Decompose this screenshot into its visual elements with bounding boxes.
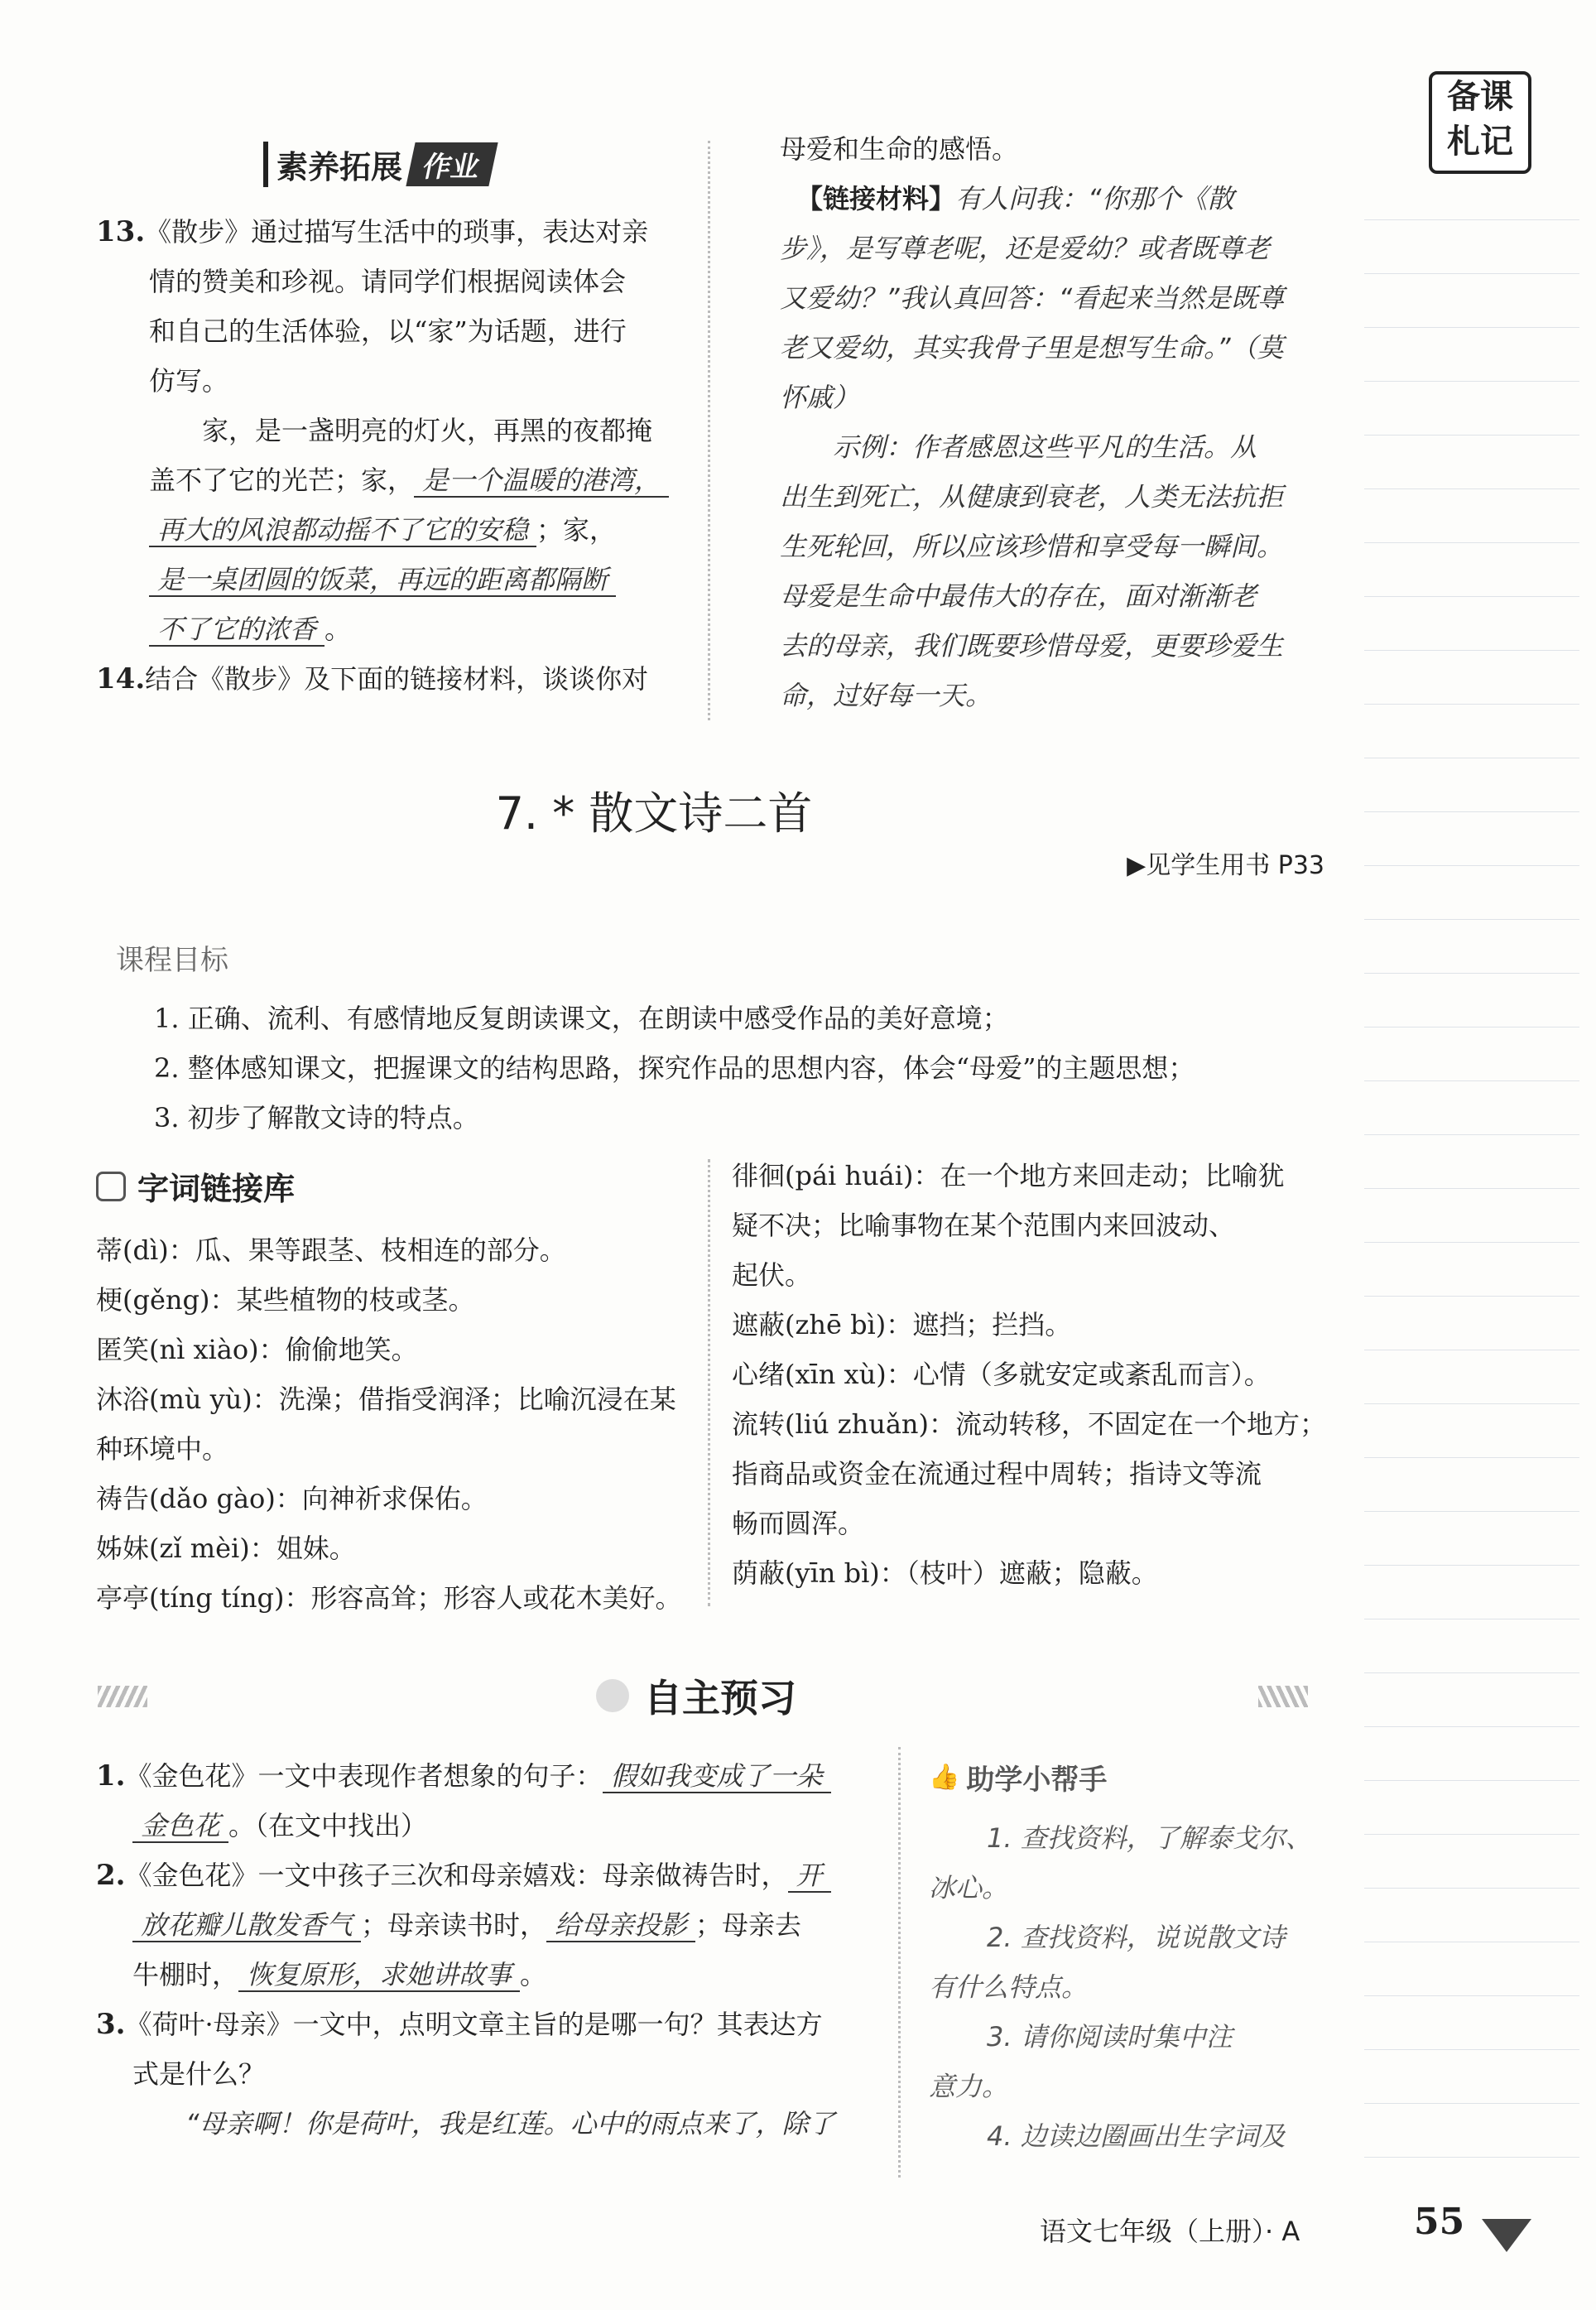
thumbs-up-icon: 👍 [929, 1763, 960, 1792]
pq3-line-1: 《荷叶·母亲》一文中，点明文章主旨的是哪一句？其表达方 [125, 2009, 823, 2040]
vocab-entry: 匿笑(nì xiào)：偷偷地笑。 [96, 1334, 418, 1365]
vocab-entry: 梗(gěng)：某些植物的枝或茎。 [96, 1284, 475, 1316]
example-line-5: 去的母亲，我们既要珍惜母爱，更要珍爱生 [780, 630, 1284, 662]
q13-line-3: 和自己的生活体验，以“家”为话题，进行 [149, 315, 627, 347]
q14-continuation: 母爱和生命的感悟。 [780, 133, 1019, 165]
preview-deco-right [1258, 1686, 1308, 1707]
column-divider-top [708, 141, 710, 720]
corner-decoration [1482, 2219, 1531, 2252]
goals-list [154, 994, 1313, 1143]
helper-line: 4. 边读边圈画出生字词及 [987, 2120, 1286, 2152]
preview-header [596, 1668, 796, 1723]
q13-answer-3: 是一桌团圆的饭菜，再远的距离都隔断 [149, 564, 616, 597]
question-13 [96, 207, 700, 704]
link-material-line-2: 步》，是写尊老呢，还是爱幼？或者既尊老 [780, 233, 1271, 264]
preview-icon [596, 1679, 629, 1712]
helper-title: 助学小帮手 [966, 1764, 1108, 1797]
vocab-header [96, 1163, 295, 1209]
q13-number: 13. [96, 215, 146, 248]
link-material-line-1: 有人问我：“你那个《散 [955, 183, 1234, 214]
vocab-entry: 种环境中。 [96, 1433, 229, 1465]
q13-answer-4: 不了它的浓香 [149, 614, 324, 647]
q13-answer-2: 再大的风浪都动摇不了它的安稳 [149, 514, 536, 547]
book-icon [96, 1172, 126, 1201]
preview-deco-left [98, 1686, 147, 1707]
example-line-1: 示例：作者感恩这些平凡的生活。从 [833, 431, 1257, 463]
q13-line-1: 《散步》通过描写生活中的琐事，表达对亲 [145, 216, 649, 248]
q14-number: 14. [96, 662, 146, 695]
vocab-entry: 指商品或资金在流通过程中周转；指诗文等流 [732, 1458, 1262, 1489]
helper-line: 1. 查找资料，了解泰戈尔、 [987, 1822, 1312, 1854]
vocab-entry: 徘徊(pái huái)：在一个地方来回走动；比喻犹 [732, 1160, 1285, 1191]
pq3-answer: “母亲啊！你是荷叶，我是红莲。心中的雨点来了，除了 [185, 2108, 835, 2139]
helper-line: 有什么特点。 [929, 1971, 1089, 2003]
q13-prompt: 家，是一盏明亮的灯火，再黑的夜都掩 [202, 415, 653, 446]
pq3-line-2: 式是什么？ [132, 2058, 266, 2090]
example-line-2: 出生到死亡，从健康到衰老，人类无法抗拒 [780, 481, 1284, 513]
pq1-answer-1: 假如我变成了一朵 [603, 1760, 831, 1793]
q13-end: 。 [324, 614, 352, 645]
q13-line-2: 情的赞美和珍视。请同学们根据阅读体会 [149, 266, 627, 297]
goal-item-2: 2. 整体感知课文，把握课文的结构思路，探究作品的思想内容，体会“母爱”的主题思想； [154, 1052, 1195, 1084]
margin-note-line2: 札记 [1447, 122, 1513, 161]
extension-header [263, 141, 493, 187]
vocab-entry: 流转(liú zhuǎn)：流动转移，不固定在一个地方； [732, 1408, 1326, 1440]
vocab-right [732, 1151, 1328, 1598]
link-material-line-4: 老又爱幼，其实我骨子里是想写生命。”（莫 [780, 332, 1284, 363]
lesson-title: 7. * 散文诗二首 [495, 787, 813, 840]
pq3-number: 3. [96, 2008, 126, 2041]
pq2-text: 《金色花》一文中孩子三次和母亲嬉戏：母亲做祷告时， [125, 1860, 788, 1891]
vocab-entry: 沐浴(mù yù)：洗澡；借指受润泽；比喻沉浸在某 [96, 1384, 676, 1415]
pq2-answer-1b: 放花瓣儿散发香气 [132, 1909, 361, 1942]
vocab-left [96, 1225, 700, 1623]
pq1-text: 《金色花》一文中表现作者想象的句子： [125, 1760, 603, 1792]
column-divider-vocab [708, 1159, 710, 1606]
q13-answer-1: 是一个温暖的港湾， [414, 464, 669, 498]
vocab-title: 字词链接库 [137, 1171, 296, 1207]
pq2-answer-1: 开 [788, 1860, 831, 1893]
vocab-entry: 畅而圆浑。 [732, 1508, 865, 1539]
example-line-6: 命，过好每一天。 [780, 680, 993, 711]
vocab-entry: 心绪(xīn xù)：心情（多就安定或紊乱而言）。 [732, 1359, 1271, 1390]
q13-prompt-3: ；家， [536, 514, 617, 546]
goals-label: 课程目标 [116, 944, 228, 977]
helper-line: 意力。 [929, 2071, 1009, 2102]
preview-questions [96, 1751, 891, 2149]
vocab-entry: 亭亭(tíng tíng)：形容高耸；形容人或花木美好。 [96, 1582, 682, 1614]
footer-book-title: 语文七年级（上册）· A [1040, 2216, 1300, 2247]
vocab-entry: 疑不决；比喻事物在某个范围内来回波动、 [732, 1210, 1236, 1241]
column-divider-preview [898, 1747, 901, 2178]
vocab-entry: 蒂(dì)：瓜、果等跟茎、枝相连的部分。 [96, 1234, 566, 1266]
margin-note-line1: 备课 [1447, 77, 1513, 116]
pq2-number: 2. [96, 1859, 126, 1892]
helper-header [929, 1757, 1107, 1797]
link-material-line-3: 又爱幼？”我认真回答：“看起来当然是既尊 [780, 282, 1285, 314]
vocab-entry: 起伏。 [732, 1259, 812, 1291]
vocab-entry: 荫蔽(yīn bì)：（枝叶）遮蔽；隐蔽。 [732, 1557, 1158, 1589]
goal-item-1: 1. 正确、流利、有感情地反复朗读课文，在朗读中感受作品的美好意境； [154, 1003, 1009, 1034]
q13-line-4: 仿写。 [149, 365, 229, 397]
q13-prompt-2: 盖不了它的光芒；家， [149, 464, 415, 496]
q14-line: 结合《散步》及下面的链接材料，谈谈你对 [145, 663, 649, 695]
extension-title: 素养拓展 [263, 142, 402, 187]
example-line-4: 母爱是生命中最伟大的存在，面对渐渐老 [780, 580, 1257, 612]
page-number: 55 [1414, 2201, 1465, 2243]
vocab-entry: 祷告(dǎo gào)：向神祈求保佑。 [96, 1483, 488, 1514]
example-line-3: 生死轮回，所以应该珍惜和享受每一瞬间。 [780, 531, 1284, 562]
pq2-mid: ；母亲读书时， [361, 1909, 547, 1941]
pq2-answer-3: 恢复原形，求她讲故事 [238, 1959, 520, 1992]
helper-line: 冰心。 [929, 1872, 1009, 1903]
helper-line: 2. 查找资料，说说散文诗 [987, 1922, 1286, 1953]
right-column-answer [780, 124, 1326, 720]
vocab-entry: 遮蔽(zhē bì)：遮挡；拦挡。 [732, 1309, 1072, 1340]
link-material-label: 【链接材料】 [796, 183, 956, 214]
link-material-line-5: 怀戚） [780, 382, 860, 413]
helper-line: 3. 请你阅读时集中注 [987, 2021, 1233, 2053]
pq1-number: 1. [96, 1759, 126, 1793]
pq2-line3: 牛棚时， [132, 1959, 239, 1990]
pq2-answer-2: 给母亲投影 [546, 1909, 695, 1942]
pq1-after: 。（在文中找出） [228, 1810, 428, 1841]
student-book-ref: ▶见学生用书 P33 [1127, 851, 1324, 880]
homework-tag: 作业 [406, 142, 498, 186]
margin-note-badge [1429, 71, 1531, 174]
pq2-mid2: ；母亲去 [695, 1909, 802, 1941]
helper-list [929, 1813, 1326, 2161]
pq2-end: 。 [520, 1959, 547, 1990]
pq1-answer-2: 金色花 [132, 1810, 228, 1843]
vocab-entry: 姊妹(zǐ mèi)：姐妹。 [96, 1533, 356, 1564]
preview-title: 自主预习 [644, 1676, 796, 1720]
goal-item-3: 3. 初步了解散文诗的特点。 [154, 1102, 479, 1133]
